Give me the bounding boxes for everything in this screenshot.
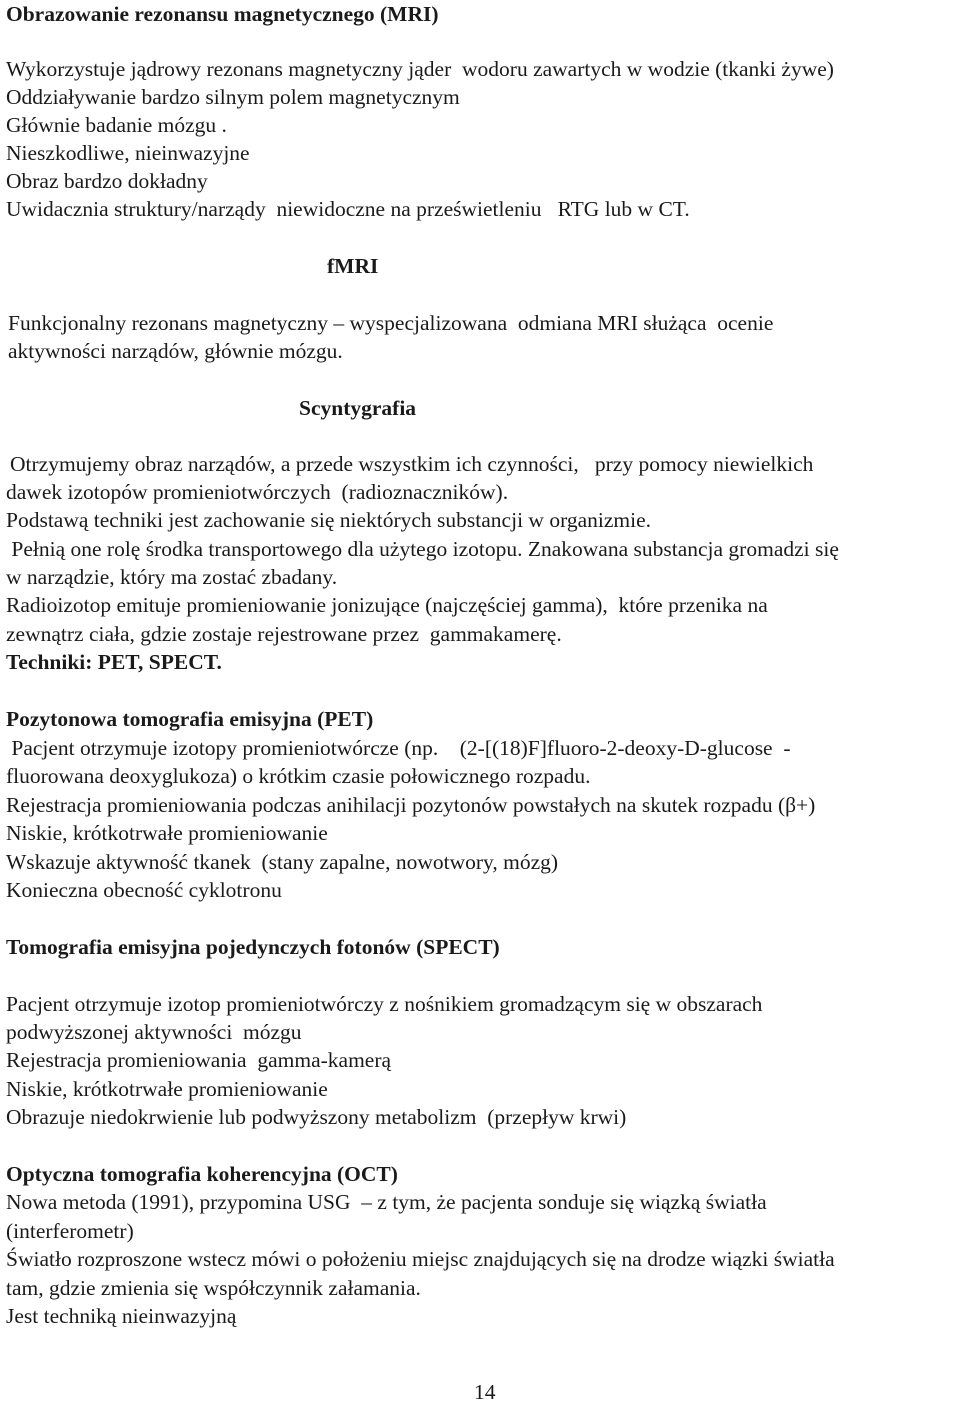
scyntygrafia-line: Pełnią one rolę środka transportowego dla użytego izotopu. Znakowana substancja gromadzi się (6, 537, 839, 561)
mri-line: Wykorzystuje jądrowy rezonans magnetyczny jąder wodoru zawartych w wodzie (tkanki żywe) (6, 57, 834, 81)
scyntygrafia-line: Radioizotop emituje promieniowanie jonizujące (najczęściej gamma), które przenika na (6, 593, 768, 617)
oct-line: Nowa metoda (1991), przypomina USG – z tym, że pacjenta sonduje się wiązką światła (6, 1190, 767, 1214)
spect-line: Niskie, krótkotrwałe promieniowanie (6, 1077, 328, 1101)
scyntygrafia-heading: Scyntygrafia (299, 396, 417, 420)
pet-line: Rejestracja promieniowania podczas anihilacji pozytonów powstałych na skutek rozpadu (β+) (6, 793, 816, 817)
scyntygrafia-line: w narządzie, który ma zostać zbadany. (6, 565, 338, 589)
spect-line: Obrazuje niedokrwienie lub podwyższony metabolizm (przepływ krwi) (6, 1105, 627, 1129)
pet-line: Wskazuje aktywność tkanek (stany zapalne, nowotwory, mózg) (6, 850, 559, 874)
pet-line: Pacjent otrzymuje izotopy promieniotwórcze (np. (2-[(18)F]fluoro-2-deoxy-D-glucose - (6, 736, 791, 760)
pet-line: Niskie, krótkotrwałe promieniowanie (6, 821, 328, 845)
mri-line: Głównie badanie mózgu . (6, 113, 227, 137)
fmri-line: aktywności narządów, głównie mózgu. (8, 339, 343, 363)
oct-line: (interferometr) (6, 1219, 134, 1243)
fmri-line: Funkcjonalny rezonans magnetyczny – wyspecjalizowana odmiana MRI służąca ocenie (8, 311, 774, 335)
techniki-line: Techniki: PET, SPECT. (6, 650, 222, 674)
scyntygrafia-line: Podstawą techniki jest zachowanie się niektórych substancji w organizmie. (6, 508, 652, 532)
mri-line: Uwidacznia struktury/narządy niewidoczne na prześwietleniu RTG lub w CT. (6, 197, 690, 221)
oct-line: Światło rozproszone wstecz mówi o położeniu miejsc znajdujących się na drodze wiązki światła (6, 1247, 835, 1271)
scyntygrafia-line: Otrzymujemy obraz narządów, a przede wszystkim ich czynności, przy pomocy niewielkich (10, 452, 814, 476)
spect-line: podwyższonej aktywności mózgu (6, 1020, 302, 1044)
page-number: 14 (474, 1380, 496, 1404)
pet-line: Konieczna obecność cyklotronu (6, 878, 282, 902)
mri-heading: Obrazowanie rezonansu magnetycznego (MRI) (6, 2, 439, 26)
oct-heading: Optyczna tomografia koherencyjna (OCT) (6, 1162, 398, 1186)
fmri-heading: fMRI (327, 254, 379, 278)
spect-line: Rejestracja promieniowania gamma-kamerą (6, 1048, 392, 1072)
scyntygrafia-line: zewnątrz ciała, gdzie zostaje rejestrowane przez gammakamerę. (6, 622, 562, 646)
oct-line: tam, gdzie zmienia się współczynnik załamania. (6, 1276, 421, 1300)
spect-heading: Tomografia emisyjna pojedynczych fotonów (SPECT) (6, 935, 500, 959)
oct-line: Jest techniką nieinwazyjną (6, 1304, 237, 1328)
scyntygrafia-line: dawek izotopów promieniotwórczych (radioznaczników). (6, 480, 509, 504)
mri-line: Oddziaływanie bardzo silnym polem magnetycznym (6, 85, 460, 109)
pet-line: fluorowana deoxyglukoza) o krótkim czasie połowicznego rozpadu. (6, 764, 591, 788)
mri-line: Nieszkodliwe, nieinwazyjne (6, 141, 250, 165)
spect-line: Pacjent otrzymuje izotop promieniotwórczy z nośnikiem gromadzącym się w obszarach (6, 992, 763, 1016)
pet-heading: Pozytonowa tomografia emisyjna (PET) (6, 707, 374, 731)
mri-line: Obraz bardzo dokładny (6, 169, 208, 193)
